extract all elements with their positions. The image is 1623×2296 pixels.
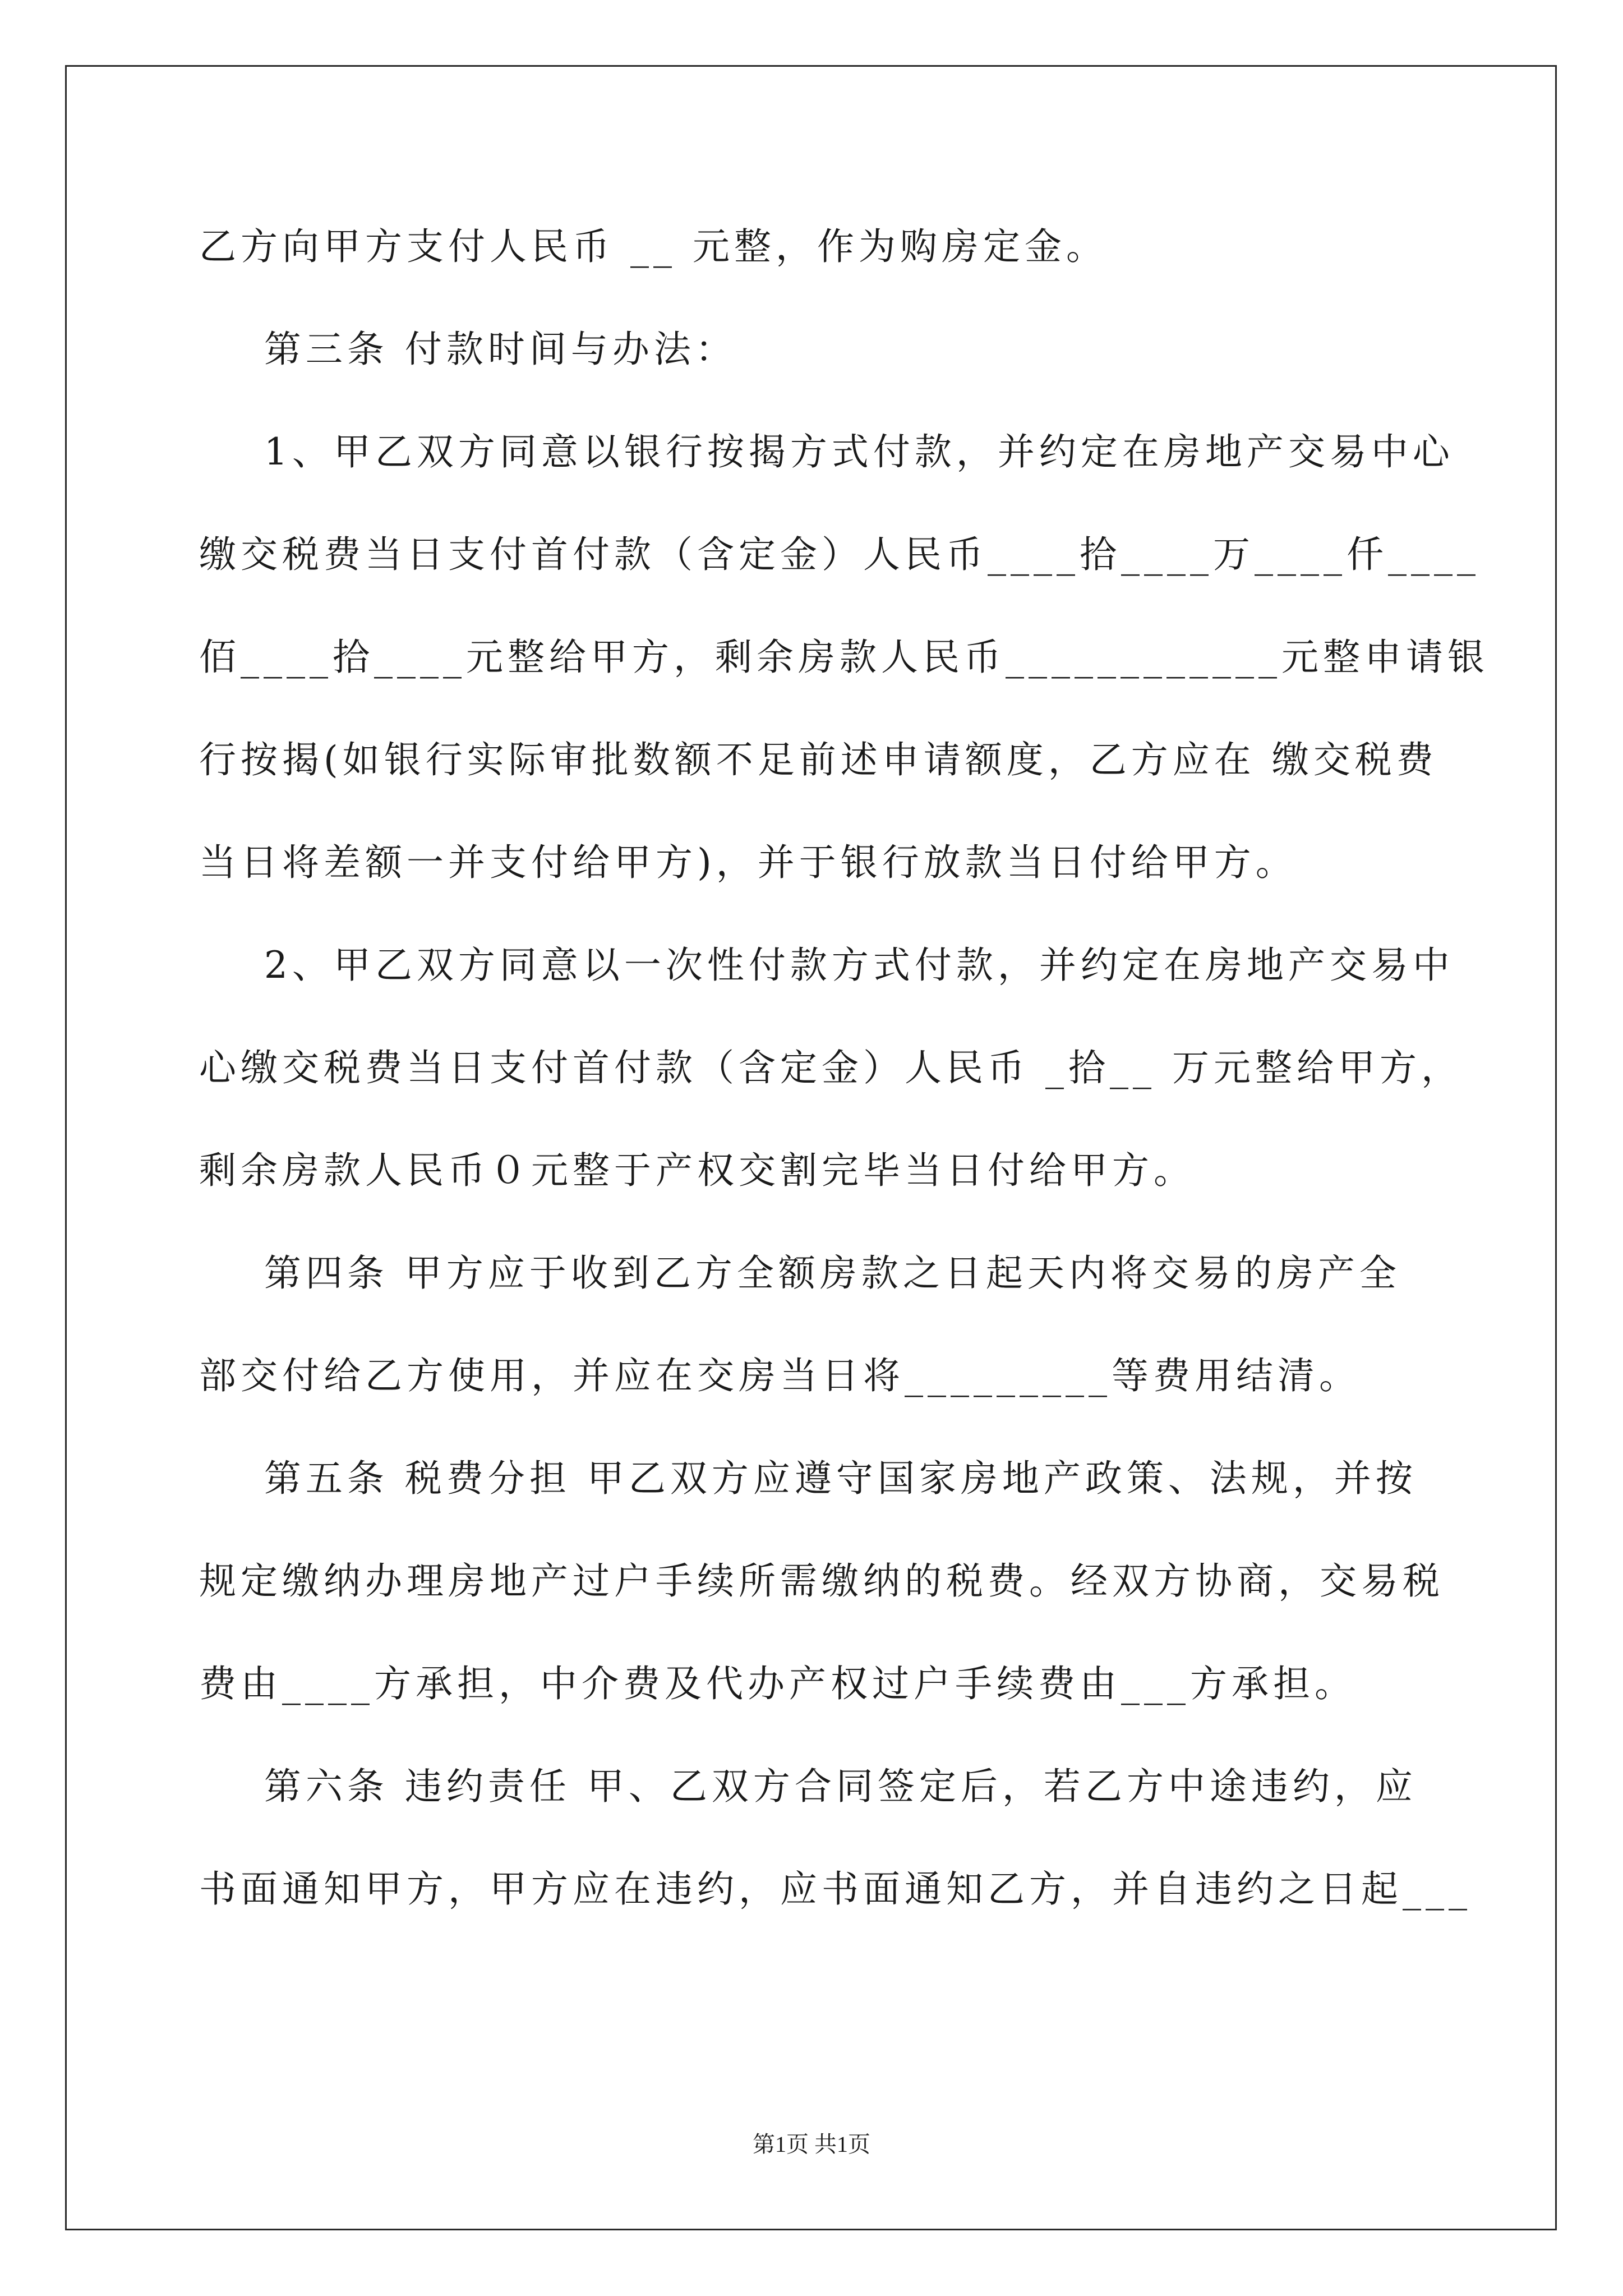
text-line: 第三条 付款时间与办法： (199, 328, 737, 371)
text-line: 2、甲乙双方同意以一次性付款方式付款，并约定在房地产交易中 (199, 944, 1454, 987)
text-line: 乙方向甲方支付人民币 __ 元整，作为购房定金。 (199, 225, 1108, 268)
text-line: 行按揭(如银行实际审批数额不足前述申请额度，乙方应在 缴交税费 (199, 738, 1438, 781)
page-number-footer: 第1页 共1页 (753, 2132, 870, 2157)
text-line: 第四条 甲方应于收到乙方全额房款之日起天内将交易的房产全 (199, 1251, 1401, 1295)
text-line: 第六条 违约责任 甲、乙双方合同签定后，若乙方中途违约，应 (199, 1765, 1417, 1808)
text-line: 佰____拾____元整给甲方，剩余房款人民币____________元整申请银 (199, 636, 1489, 679)
text-line: 书面通知甲方，甲方应在违约，应书面通知乙方，并自违约之日起___ (199, 1867, 1472, 1911)
text-line: 当日将差额一并支付给甲方)，并于银行放款当日付给甲方。 (199, 841, 1297, 884)
text-line: 第五条 税费分担 甲乙双方应遵守国家房地产政策、法规，并按 (199, 1457, 1417, 1500)
text-line: 缴交税费当日支付首付款（含定金）人民币____拾____万____仟____ (199, 533, 1480, 576)
text-line: 费由____方承担，中介费及代办产权过户手续费由___方承担。 (199, 1662, 1356, 1705)
text-line: 规定缴纳办理房地产过户手续所需缴纳的税费。经双方协商，交易税 (199, 1559, 1444, 1603)
text-line: 1、甲乙双方同意以银行按揭方式付款，并约定在房地产交易中心 (199, 430, 1454, 473)
text-line: 部交付给乙方使用，并应在交房当日将_________等费用结清。 (199, 1354, 1361, 1397)
text-line: 剩余房款人民币０元整于产权交割完毕当日付给甲方。 (199, 1149, 1195, 1192)
text-line: 心缴交税费当日支付首付款（含定金）人民币 _拾__ 万元整给甲方， (199, 1046, 1463, 1089)
